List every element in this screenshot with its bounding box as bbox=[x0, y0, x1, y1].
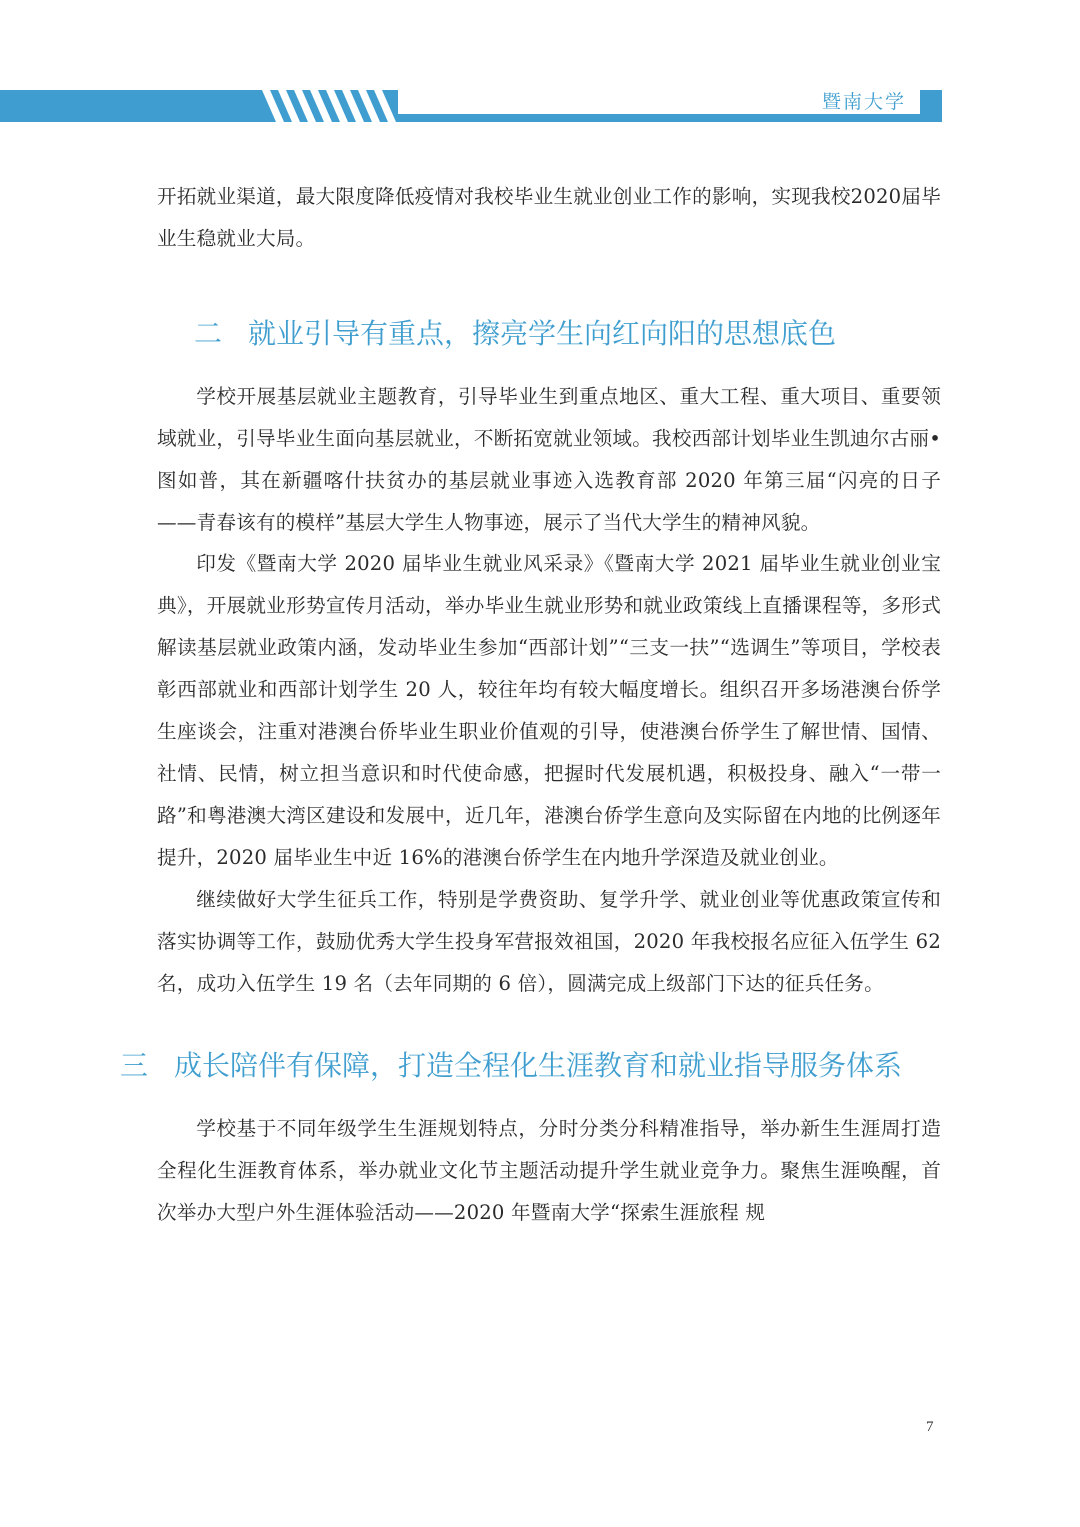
page-content bbox=[120, 176, 941, 1234]
section-heading-3 bbox=[120, 1044, 941, 1084]
page-number: 7 bbox=[926, 1419, 934, 1435]
section2-paragraph-2: 印发《暨南大学 2020 届毕业生就业风采录》《暨南大学 2021 届毕业生就业创业宝典》，开展就业形势宣传月活动，举办毕业生就业形势和就业政策线上直播课程等，多形式解读基层就业政策内涵，发动毕业生参加“西部计划”“三支一扶”“选调生”等项目，学校表彰西部就业和西部计划学生 20 人，较往年均有较大幅度增长。组织召开多场港澳台侨学生座谈会，注重对港澳台侨毕业生职业价值观的引导，使港澳台侨学生了解世情、国情、社情、民情，树立担当意识和时代使命感，把握时代发展机遇，积极投身、融入“一带一路”和粤港澳大湾区建设和发展中，近几年，港澳台侨学生意向及实际留在内地的比例逐年提升，2020 届毕业生中近 16%的港澳台侨学生在内地升学深造及就业创业。 bbox=[157, 552, 941, 869]
header-title: 暨南大学 bbox=[808, 90, 920, 114]
section3-paragraph-1: 学校基于不同年级学生生涯规划特点，分时分类分科精准指导，举办新生生涯周打造全程化生涯教育体系，举办就业文化节主题活动提升学生就业竞争力。聚焦生涯唤醒，首次举办大型户外生涯体验活动——2020 年暨南大学“探索生涯旅程 规 bbox=[157, 1117, 941, 1225]
section-number: 三 bbox=[120, 1049, 149, 1083]
section2-paragraph-1: 学校开展基层就业主题教育，引导毕业生到重点地区、重大工程、重大项目、重要领域就业，引导毕业生面向基层就业，不断拓宽就业领域。我校西部计划毕业生凯迪尔古丽•图如普，其在新疆喀什扶贫办的基层就业事迹入选教育部 2020 年第三届“闪亮的日子——青春该有的模样”基层大学生人物事迹，展示了当代大学生的精神风貌。 bbox=[157, 384, 941, 534]
section-number: 二 bbox=[194, 316, 223, 350]
section-title: 就业引导有重点，擦亮学生向红向阳的思想底色 bbox=[248, 316, 837, 350]
intro-paragraph: 开拓就业渠道，最大限度降低疫情对我校毕业生就业创业工作的影响，实现我校2020届毕业生稳就业大局。 bbox=[157, 185, 941, 250]
header-stripe-graphic bbox=[0, 90, 942, 122]
section-heading-2 bbox=[194, 312, 941, 352]
header-band bbox=[0, 90, 942, 122]
section2-paragraph-3: 继续做好大学生征兵工作，特别是学费资助、复学升学、就业创业等优惠政策宣传和落实协调等工作，鼓励优秀大学生投身军营报效祖国，2020 年我校报名应征入伍学生 62 名，成功入伍学生 19 名（去年同期的 6 倍），圆满完成上级部门下达的征兵任务。 bbox=[157, 887, 941, 995]
section-title: 成长陪伴有保障，打造全程化生涯教育和就业指导服务体系 bbox=[174, 1049, 903, 1083]
